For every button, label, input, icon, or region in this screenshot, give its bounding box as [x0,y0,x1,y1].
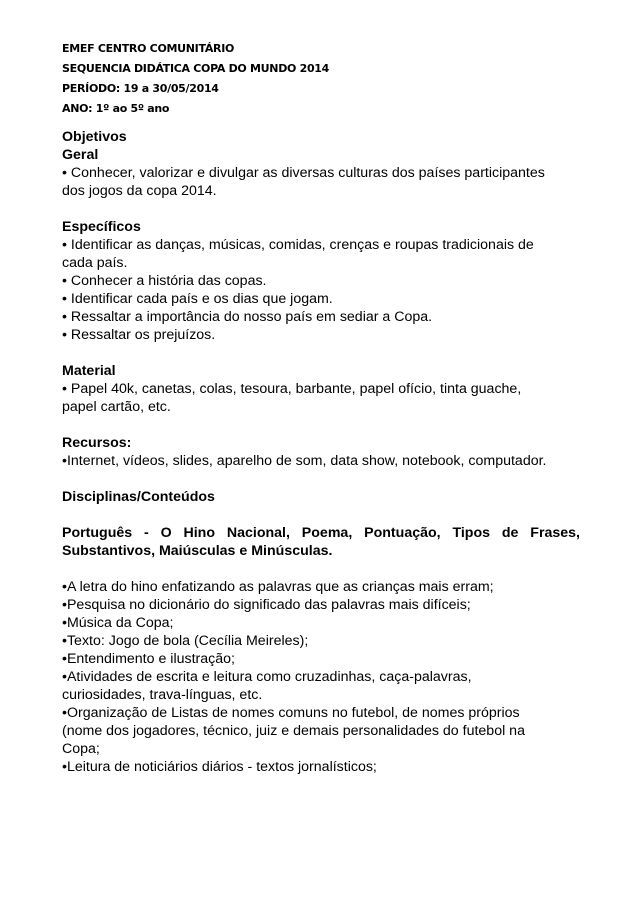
material-heading: Material [62,363,116,379]
resources-line: •Internet, vídeos, slides, aparelho de som, data show, notebook, computador. [62,453,547,469]
content-item: •Texto: Jogo de bola (Cecília Meireles); [62,633,309,649]
content-item: •A letra do hino enfatizando as palavras que as crianças mais erram; [62,579,494,595]
document-body [62,128,580,776]
general-objective-line: dos jogos da copa 2014. [62,183,217,199]
content-item: •Entendimento e ilustração; [62,651,235,667]
specific-item: • Conhecer a história das copas. [62,273,267,289]
resources-heading: Recursos: [62,435,132,451]
specific-heading: Específicos [62,219,141,235]
content-item: •Pesquisa no dicionário do significado das palavras mais difíceis; [62,597,471,613]
general-objective-line: • Conhecer, valorizar e divulgar as diversas culturas dos países participantes [62,165,545,181]
content-item: •Música da Copa; [62,615,174,631]
specific-item: • Identificar as danças, músicas, comidas, crenças e roupas tradicionais de [62,237,534,253]
school-name: EMEF CENTRO COMUNITÁRIO [62,42,235,55]
objectives-heading: Objetivos [62,129,127,145]
content-item: (nome dos jogadores, técnico, juiz e demais personalidades do futebol na [62,723,525,739]
sequence-title: SEQUENCIA DIDÁTICA COPA DO MUNDO 2014 [62,62,330,75]
general-heading: Geral [62,147,99,163]
portuguese-heading: Substantivos, Maiúsculas e Minúsculas. [62,543,333,559]
specific-item: • Ressaltar a importância do nosso país em sediar a Copa. [62,309,433,325]
material-line: papel cartão, etc. [62,399,171,415]
specific-item: cada país. [62,255,128,271]
specific-item: • Identificar cada país e os dias que jogam. [62,291,333,307]
document-header [62,39,329,119]
content-item: •Organização de Listas de nomes comuns no futebol, de nomes próprios [62,705,520,721]
subjects-heading: Disciplinas/Conteúdos [62,489,215,505]
material-line: • Papel 40k, canetas, colas, tesoura, barbante, papel ofício, tinta guache, [62,381,522,397]
content-item: •Leitura de noticiários diários - textos jornalísticos; [62,759,377,775]
grade: ANO: 1º ao 5º ano [62,102,170,115]
content-item: curiosidades, trava-línguas, etc. [62,687,263,703]
content-item: •Atividades de escrita e leitura como cruzadinhas, caça-palavras, [62,669,472,685]
specific-item: • Ressaltar os prejuízos. [62,327,216,343]
portuguese-heading: Português - O Hino Nacional, Poema, Pontuação, Tipos de Frases, [62,525,580,541]
content-item: Copa; [62,741,100,757]
period: PERÍODO: 19 a 30/05/2014 [62,82,219,95]
